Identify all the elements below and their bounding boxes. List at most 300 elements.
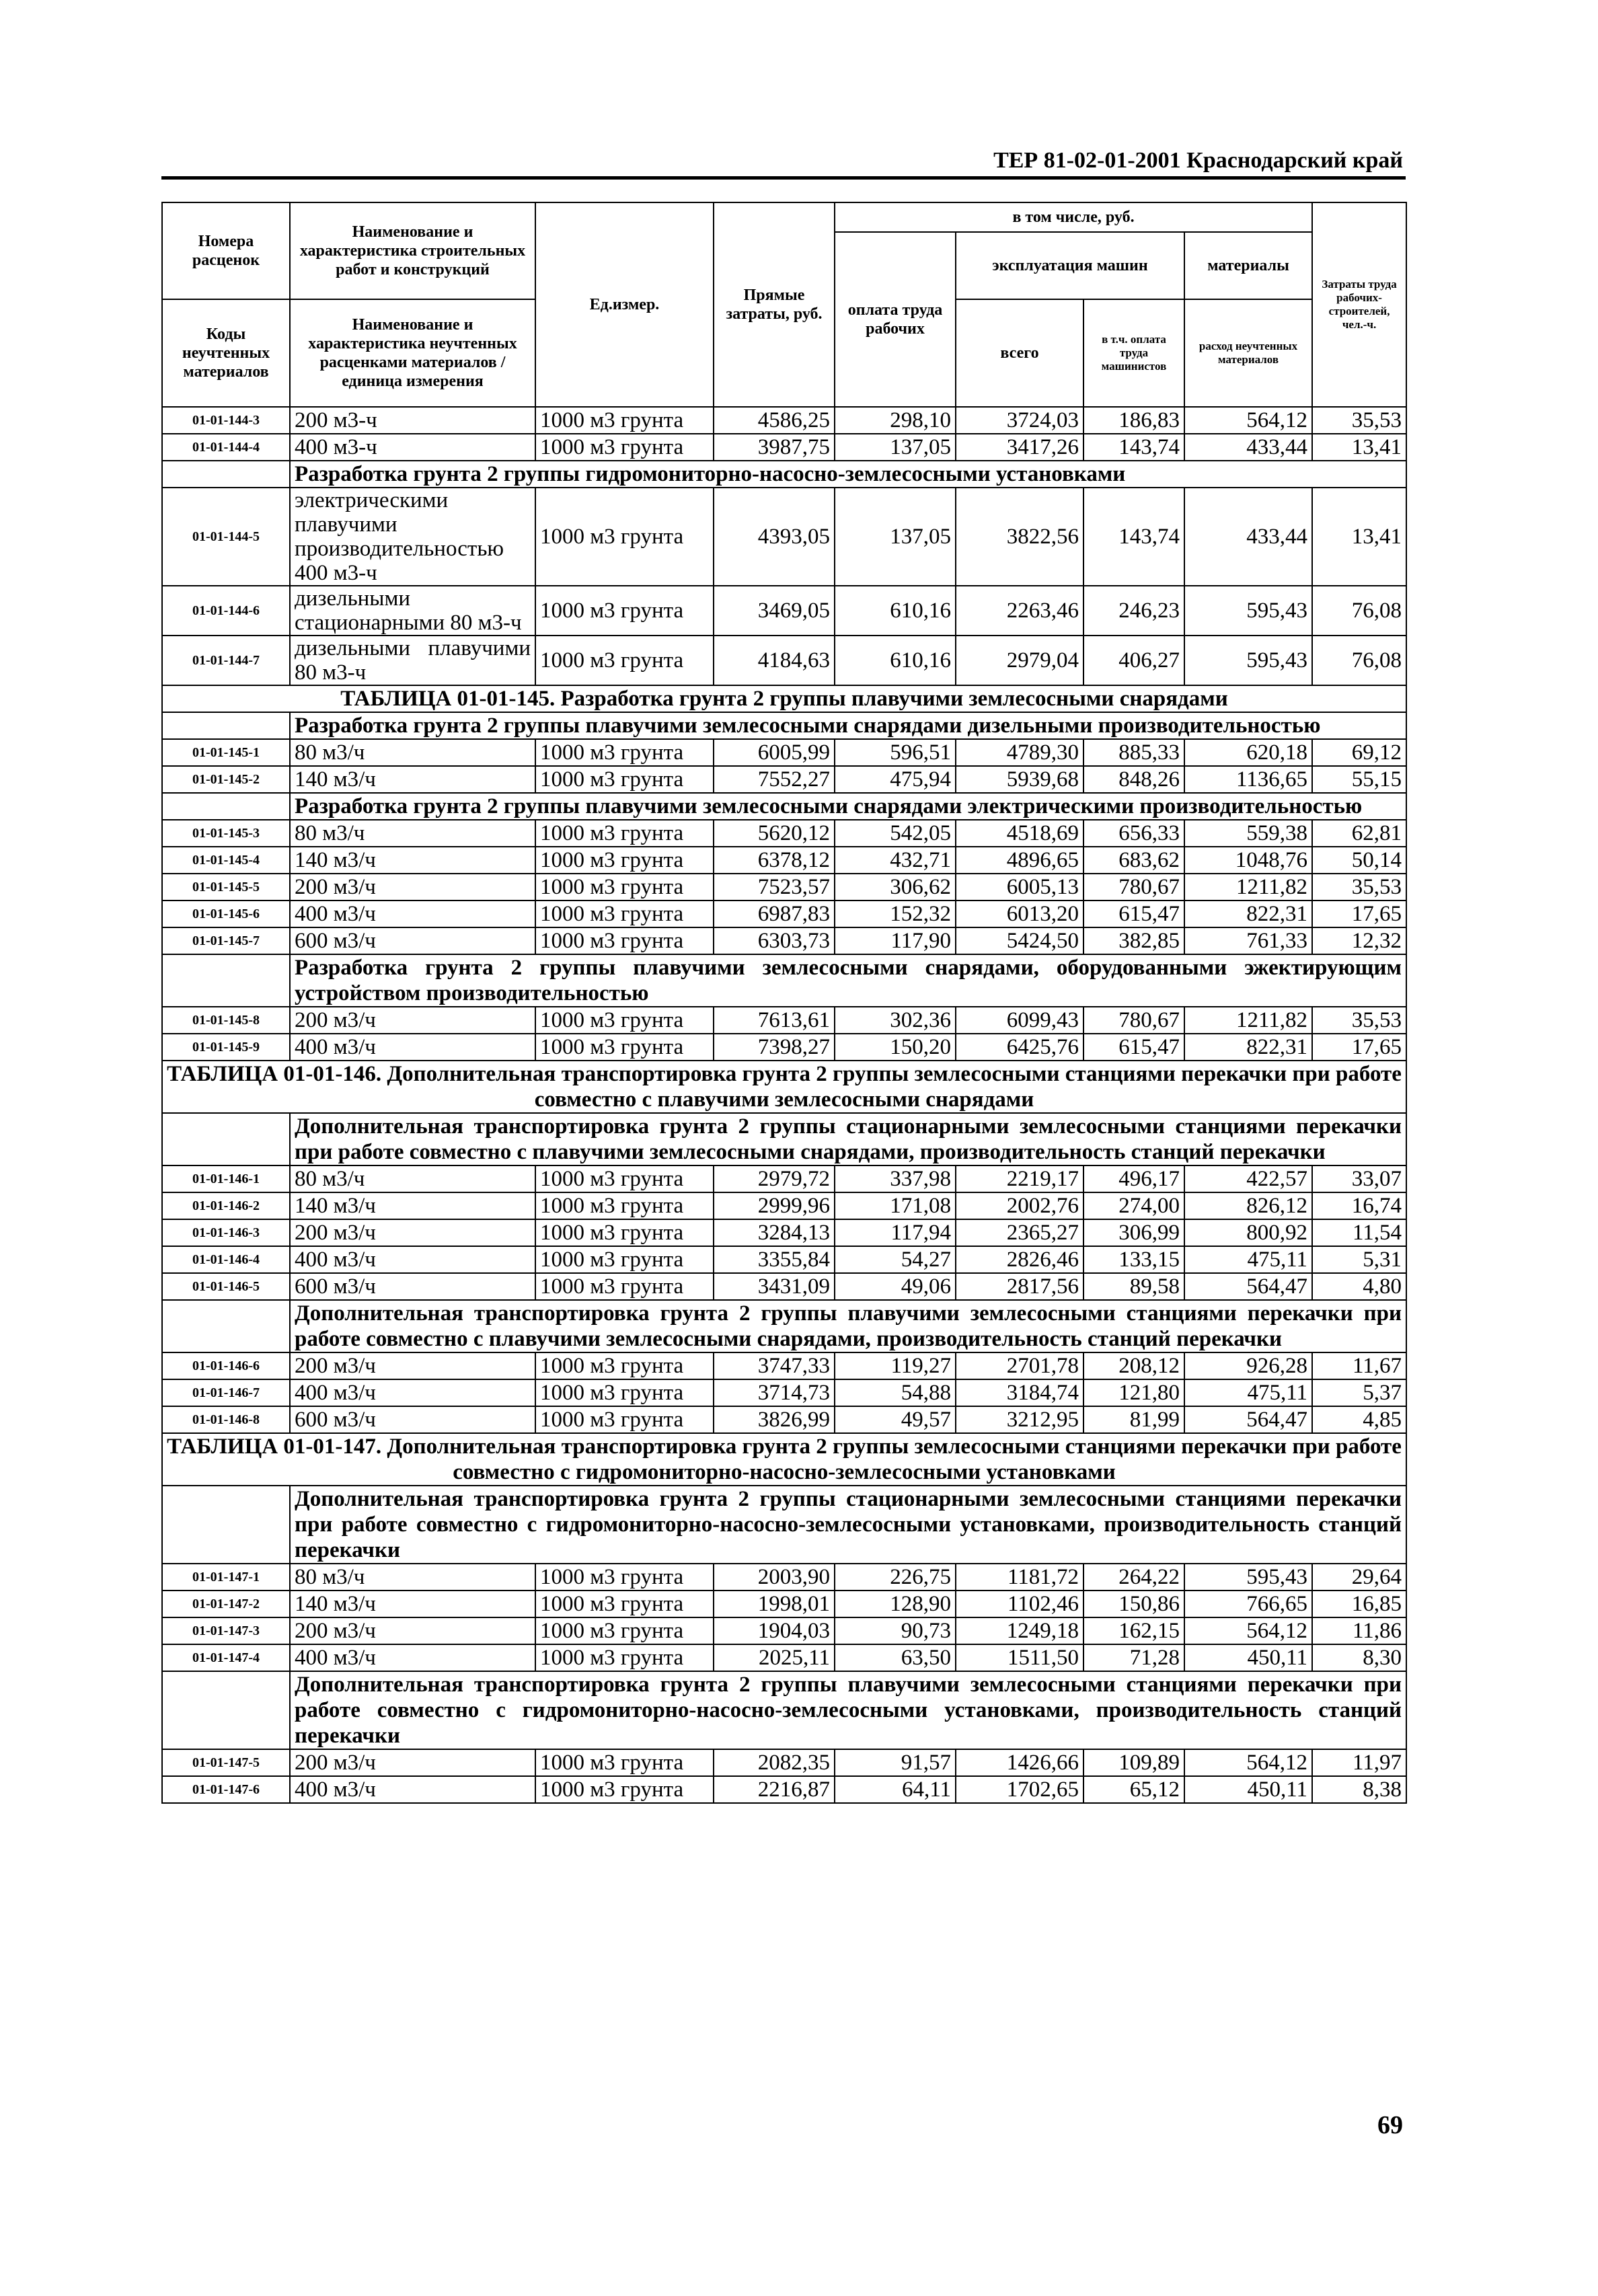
unit-cell: 1000 м3 грунта	[535, 1165, 714, 1192]
labor-hours: 33,07	[1312, 1165, 1406, 1192]
machines-labor: 109,89	[1083, 1749, 1184, 1776]
table-row	[162, 1273, 1406, 1300]
unit-cell: 1000 м3 грунта	[535, 766, 714, 793]
table-caption: Разработка грунта 2 группы плавучими землесосными снарядами	[560, 687, 1228, 711]
direct-cost: 3987,75	[714, 434, 835, 461]
labor-pay: 337,98	[835, 1165, 956, 1192]
labor-hours: 8,30	[1312, 1644, 1406, 1671]
table-row	[162, 434, 1406, 461]
labor-pay: 49,06	[835, 1273, 956, 1300]
machines-labor: 683,62	[1083, 847, 1184, 874]
table-row	[162, 636, 1406, 685]
labor-hours: 69,12	[1312, 739, 1406, 766]
machines-total: 3184,74	[956, 1379, 1083, 1406]
labor-hours: 5,37	[1312, 1379, 1406, 1406]
table-row	[162, 1034, 1406, 1061]
work-name: 200 м3/ч	[290, 1219, 535, 1246]
section-heading: Дополнительная транспортировка грунта 2 группы стационарными землесосными станциями перекачки при работе совместно с плавучими землесосными снарядами, производительность станций перекачки	[290, 1113, 1406, 1165]
unit-cell: 1000 м3 грунта	[535, 1564, 714, 1591]
machines-total: 6099,43	[956, 1007, 1083, 1034]
machines-labor: 615,47	[1083, 901, 1184, 927]
rate-code: 01-01-147-2	[162, 1591, 290, 1617]
machines-total: 4518,69	[956, 820, 1083, 847]
direct-cost: 5620,12	[714, 820, 835, 847]
direct-cost: 7523,57	[714, 874, 835, 901]
running-header: ТЕР 81-02-01-2001 Краснодарский край	[993, 148, 1403, 173]
work-name: 200 м3-ч	[290, 407, 535, 434]
machines-total: 2701,78	[956, 1352, 1083, 1379]
section-row	[162, 1486, 1406, 1564]
unit-cell: 1000 м3 грунта	[535, 1644, 714, 1671]
rate-code: 01-01-146-1	[162, 1165, 290, 1192]
machines-labor: 65,12	[1083, 1776, 1184, 1803]
machines-labor: 496,17	[1083, 1165, 1184, 1192]
machines-labor: 656,33	[1083, 820, 1184, 847]
labor-hours: 35,53	[1312, 1007, 1406, 1034]
labor-pay: 49,57	[835, 1406, 956, 1433]
table-title-row	[162, 1061, 1406, 1113]
labor-pay: 302,36	[835, 1007, 956, 1034]
work-name: 200 м3/ч	[290, 874, 535, 901]
materials-cost: 822,31	[1184, 1034, 1312, 1061]
materials-cost: 1211,82	[1184, 874, 1312, 901]
work-name: 400 м3/ч	[290, 1644, 535, 1671]
materials-cost: 926,28	[1184, 1352, 1312, 1379]
labor-hours: 17,65	[1312, 901, 1406, 927]
direct-cost: 3355,84	[714, 1246, 835, 1273]
section-row	[162, 954, 1406, 1007]
direct-cost: 4586,25	[714, 407, 835, 434]
blank-cell	[162, 954, 290, 1007]
direct-cost: 4184,63	[714, 636, 835, 685]
direct-cost: 1998,01	[714, 1591, 835, 1617]
direct-cost: 2003,90	[714, 1564, 835, 1591]
unit-cell: 1000 м3 грунта	[535, 1749, 714, 1776]
blank-cell	[162, 793, 290, 820]
machines-total: 3822,56	[956, 488, 1083, 586]
labor-hours: 16,85	[1312, 1591, 1406, 1617]
rate-code: 01-01-145-7	[162, 927, 290, 954]
col-labor-cost: Затраты труда рабочих-строителей, чел.-ч.	[1312, 202, 1406, 407]
rate-code: 01-01-145-2	[162, 766, 290, 793]
blank-cell	[162, 1300, 290, 1352]
section-row	[162, 461, 1406, 488]
section-row	[162, 1671, 1406, 1749]
materials-cost: 559,38	[1184, 820, 1312, 847]
materials-cost: 595,43	[1184, 586, 1312, 636]
materials-cost: 450,11	[1184, 1776, 1312, 1803]
machines-total: 1511,50	[956, 1644, 1083, 1671]
labor-pay: 306,62	[835, 874, 956, 901]
machines-labor: 406,27	[1083, 636, 1184, 685]
rate-code: 01-01-145-4	[162, 847, 290, 874]
machines-labor: 615,47	[1083, 1034, 1184, 1061]
unit-cell: 1000 м3 грунта	[535, 1246, 714, 1273]
section-heading: Дополнительная транспортировка грунта 2 группы плавучими землесосными станциями перекачки при работе совместно с плавучими землесосными снарядами, производительность станций перекачки	[290, 1300, 1406, 1352]
direct-cost: 2999,96	[714, 1192, 835, 1219]
materials-cost: 1136,65	[1184, 766, 1312, 793]
machines-labor: 780,67	[1083, 1007, 1184, 1034]
machines-labor: 848,26	[1083, 766, 1184, 793]
direct-cost: 3826,99	[714, 1406, 835, 1433]
machines-total: 2263,46	[956, 586, 1083, 636]
labor-hours: 62,81	[1312, 820, 1406, 847]
direct-cost: 2082,35	[714, 1749, 835, 1776]
labor-hours: 11,86	[1312, 1617, 1406, 1644]
materials-cost: 564,47	[1184, 1273, 1312, 1300]
unit-cell: 1000 м3 грунта	[535, 1379, 714, 1406]
work-name: 200 м3/ч	[290, 1352, 535, 1379]
blank-cell	[162, 1113, 290, 1165]
machines-labor: 143,74	[1083, 434, 1184, 461]
labor-pay: 542,05	[835, 820, 956, 847]
table-row	[162, 488, 1406, 586]
labor-pay: 596,51	[835, 739, 956, 766]
work-name: 400 м3/ч	[290, 1379, 535, 1406]
table-title	[162, 1433, 1406, 1486]
labor-hours: 13,41	[1312, 434, 1406, 461]
direct-cost: 7398,27	[714, 1034, 835, 1061]
table-label: ТАБЛИЦА 01-01-145.	[340, 687, 556, 711]
machines-labor: 264,22	[1083, 1564, 1184, 1591]
rate-code: 01-01-144-5	[162, 488, 290, 586]
materials-cost: 595,43	[1184, 1564, 1312, 1591]
machines-labor: 162,15	[1083, 1617, 1184, 1644]
col-name-top: Наименование и характеристика строительных работ и конструкций	[290, 202, 535, 299]
rate-code: 01-01-144-3	[162, 407, 290, 434]
unit-cell: 1000 м3 грунта	[535, 488, 714, 586]
labor-pay: 150,20	[835, 1034, 956, 1061]
labor-hours: 35,53	[1312, 407, 1406, 434]
direct-cost: 4393,05	[714, 488, 835, 586]
materials-cost: 822,31	[1184, 901, 1312, 927]
labor-pay: 54,88	[835, 1379, 956, 1406]
machines-labor: 89,58	[1083, 1273, 1184, 1300]
work-name: 140 м3/ч	[290, 847, 535, 874]
labor-pay: 432,71	[835, 847, 956, 874]
materials-cost: 564,47	[1184, 1406, 1312, 1433]
direct-cost: 6378,12	[714, 847, 835, 874]
unit-cell: 1000 м3 грунта	[535, 1219, 714, 1246]
table-row	[162, 1564, 1406, 1591]
labor-pay: 54,27	[835, 1246, 956, 1273]
blank-cell	[162, 1671, 290, 1749]
unit-cell: 1000 м3 грунта	[535, 1034, 714, 1061]
machines-total: 1426,66	[956, 1749, 1083, 1776]
direct-cost: 2216,87	[714, 1776, 835, 1803]
table-row	[162, 1617, 1406, 1644]
labor-pay: 152,32	[835, 901, 956, 927]
work-name: 400 м3/ч	[290, 1776, 535, 1803]
rate-code: 01-01-145-9	[162, 1034, 290, 1061]
work-name: дизельными плавучими 80 м3-ч	[290, 636, 535, 685]
machines-total: 4789,30	[956, 739, 1083, 766]
table-row	[162, 1219, 1406, 1246]
machines-labor: 780,67	[1083, 874, 1184, 901]
table-label: ТАБЛИЦА 01-01-147.	[167, 1434, 382, 1459]
machines-total: 2365,27	[956, 1219, 1083, 1246]
page-number: 69	[1377, 2111, 1403, 2139]
unit-cell: 1000 м3 грунта	[535, 407, 714, 434]
blank-cell	[162, 712, 290, 739]
work-name: 80 м3/ч	[290, 1165, 535, 1192]
machines-total: 1102,46	[956, 1591, 1083, 1617]
rate-code: 01-01-146-7	[162, 1379, 290, 1406]
rate-code: 01-01-146-4	[162, 1246, 290, 1273]
unit-cell: 1000 м3 грунта	[535, 1776, 714, 1803]
labor-hours: 35,53	[1312, 874, 1406, 901]
work-name: 400 м3/ч	[290, 1034, 535, 1061]
work-name: 80 м3/ч	[290, 1564, 535, 1591]
table-title	[162, 1061, 1406, 1113]
work-name: 80 м3/ч	[290, 820, 535, 847]
direct-cost: 6987,83	[714, 901, 835, 927]
header-rule	[161, 176, 1406, 180]
work-name: 400 м3-ч	[290, 434, 535, 461]
machines-total: 1702,65	[956, 1776, 1083, 1803]
materials-cost: 422,57	[1184, 1165, 1312, 1192]
labor-hours: 4,80	[1312, 1273, 1406, 1300]
materials-cost: 564,12	[1184, 407, 1312, 434]
machines-total: 2002,76	[956, 1192, 1083, 1219]
col-unit: Ед.измер.	[535, 202, 714, 407]
table-row	[162, 1644, 1406, 1671]
machines-labor: 133,15	[1083, 1246, 1184, 1273]
labor-pay: 171,08	[835, 1192, 956, 1219]
blank-cell	[162, 1486, 290, 1564]
machines-total: 3417,26	[956, 434, 1083, 461]
unit-cell: 1000 м3 грунта	[535, 901, 714, 927]
labor-pay: 128,90	[835, 1591, 956, 1617]
materials-cost: 761,33	[1184, 927, 1312, 954]
labor-hours: 12,32	[1312, 927, 1406, 954]
section-heading: Разработка грунта 2 группы плавучими землесосными снарядами электрическими производительностью	[290, 793, 1406, 820]
machines-labor: 274,00	[1083, 1192, 1184, 1219]
labor-pay: 610,16	[835, 636, 956, 685]
rate-code: 01-01-145-8	[162, 1007, 290, 1034]
labor-pay: 137,05	[835, 488, 956, 586]
col-machines-total: всего	[956, 299, 1083, 407]
table-row	[162, 1406, 1406, 1433]
table-row	[162, 586, 1406, 636]
table-caption: Дополнительная транспортировка грунта 2 группы землесосными станциями перекачки при работе совместно с гидромониторно-насосно-землесосными установками	[387, 1434, 1402, 1484]
machines-total: 6425,76	[956, 1034, 1083, 1061]
table-row	[162, 901, 1406, 927]
section-heading: Дополнительная транспортировка грунта 2 группы стационарными землесосными станциями перекачки при работе совместно с гидромониторно-насосно-землесосными установками, производительность станций перекачки	[290, 1486, 1406, 1564]
machines-labor: 208,12	[1083, 1352, 1184, 1379]
machines-total: 1249,18	[956, 1617, 1083, 1644]
rate-code: 01-01-146-8	[162, 1406, 290, 1433]
machines-labor: 121,80	[1083, 1379, 1184, 1406]
section-heading: Разработка грунта 2 группы плавучими землесосными снарядами дизельными производительностью	[290, 712, 1406, 739]
unit-cell: 1000 м3 грунта	[535, 820, 714, 847]
labor-pay: 119,27	[835, 1352, 956, 1379]
machines-labor: 186,83	[1083, 407, 1184, 434]
blank-cell	[162, 461, 290, 488]
unit-cell: 1000 м3 грунта	[535, 1406, 714, 1433]
unit-cell: 1000 м3 грунта	[535, 636, 714, 685]
unit-cell: 1000 м3 грунта	[535, 874, 714, 901]
rate-code: 01-01-145-6	[162, 901, 290, 927]
col-name-bottom: Наименование и характеристика неучтенных расценками материалов / единица измерения	[290, 299, 535, 407]
labor-pay: 137,05	[835, 434, 956, 461]
col-labor-pay: оплата труда рабочих	[835, 232, 956, 407]
labor-hours: 16,74	[1312, 1192, 1406, 1219]
rate-code: 01-01-147-4	[162, 1644, 290, 1671]
unit-cell: 1000 м3 грунта	[535, 1273, 714, 1300]
direct-cost: 3469,05	[714, 586, 835, 636]
direct-cost: 2025,11	[714, 1644, 835, 1671]
machines-total: 3724,03	[956, 407, 1083, 434]
machines-total: 1181,72	[956, 1564, 1083, 1591]
section-heading: Разработка грунта 2 группы гидромониторно-насосно-землесосными установками	[290, 461, 1406, 488]
rate-code: 01-01-144-6	[162, 586, 290, 636]
table-title	[162, 685, 1406, 712]
table-row	[162, 407, 1406, 434]
unit-cell: 1000 м3 грунта	[535, 739, 714, 766]
direct-cost: 7552,27	[714, 766, 835, 793]
machines-total: 3212,95	[956, 1406, 1083, 1433]
rate-code: 01-01-147-5	[162, 1749, 290, 1776]
labor-hours: 17,65	[1312, 1034, 1406, 1061]
table-title-row	[162, 685, 1406, 712]
rate-code: 01-01-145-5	[162, 874, 290, 901]
table-row	[162, 1192, 1406, 1219]
rate-code: 01-01-147-1	[162, 1564, 290, 1591]
col-materials-sub: расход неучтенных материалов	[1184, 299, 1312, 407]
materials-cost: 475,11	[1184, 1379, 1312, 1406]
machines-total: 2979,04	[956, 636, 1083, 685]
labor-hours: 11,97	[1312, 1749, 1406, 1776]
work-name: 140 м3/ч	[290, 1192, 535, 1219]
work-name: 400 м3/ч	[290, 1246, 535, 1273]
section-row	[162, 1300, 1406, 1352]
machines-labor: 143,74	[1083, 488, 1184, 586]
section-row	[162, 793, 1406, 820]
machines-total: 6005,13	[956, 874, 1083, 901]
materials-cost: 800,92	[1184, 1219, 1312, 1246]
labor-hours: 55,15	[1312, 766, 1406, 793]
unit-cell: 1000 м3 грунта	[535, 1617, 714, 1644]
direct-cost: 1904,03	[714, 1617, 835, 1644]
labor-hours: 5,31	[1312, 1246, 1406, 1273]
machines-labor: 246,23	[1083, 586, 1184, 636]
rate-code: 01-01-146-5	[162, 1273, 290, 1300]
labor-pay: 91,57	[835, 1749, 956, 1776]
direct-cost: 3714,73	[714, 1379, 835, 1406]
labor-pay: 64,11	[835, 1776, 956, 1803]
machines-labor: 71,28	[1083, 1644, 1184, 1671]
work-name: 600 м3/ч	[290, 1273, 535, 1300]
section-heading: Разработка грунта 2 группы плавучими землесосными снарядами, оборудованными эжектирующим устройством производительностью	[290, 954, 1406, 1007]
table-row	[162, 1165, 1406, 1192]
unit-cell: 1000 м3 грунта	[535, 434, 714, 461]
unit-cell: 1000 м3 грунта	[535, 1192, 714, 1219]
col-incl: в том числе, руб.	[835, 202, 1312, 232]
labor-pay: 63,50	[835, 1644, 956, 1671]
labor-pay: 475,94	[835, 766, 956, 793]
labor-hours: 11,54	[1312, 1219, 1406, 1246]
direct-cost: 3284,13	[714, 1219, 835, 1246]
rate-code: 01-01-147-6	[162, 1776, 290, 1803]
materials-cost: 433,44	[1184, 434, 1312, 461]
labor-pay: 298,10	[835, 407, 956, 434]
table-row	[162, 1007, 1406, 1034]
direct-cost: 6303,73	[714, 927, 835, 954]
table-header	[162, 202, 1406, 407]
table-row	[162, 739, 1406, 766]
rate-code: 01-01-144-4	[162, 434, 290, 461]
table-label: ТАБЛИЦА 01-01-146.	[167, 1062, 382, 1086]
work-name: 140 м3/ч	[290, 766, 535, 793]
rate-code: 01-01-146-6	[162, 1352, 290, 1379]
table-row	[162, 820, 1406, 847]
rates-table	[161, 202, 1407, 1804]
machines-labor: 885,33	[1083, 739, 1184, 766]
labor-hours: 11,67	[1312, 1352, 1406, 1379]
materials-cost: 620,18	[1184, 739, 1312, 766]
machines-total: 4896,65	[956, 847, 1083, 874]
labor-hours: 13,41	[1312, 488, 1406, 586]
machines-total: 2826,46	[956, 1246, 1083, 1273]
unit-cell: 1000 м3 грунта	[535, 927, 714, 954]
materials-cost: 826,12	[1184, 1192, 1312, 1219]
work-name: 600 м3/ч	[290, 1406, 535, 1433]
work-name: 200 м3/ч	[290, 1617, 535, 1644]
labor-pay: 226,75	[835, 1564, 956, 1591]
table-title-row	[162, 1433, 1406, 1486]
direct-cost: 2979,72	[714, 1165, 835, 1192]
machines-labor: 306,99	[1083, 1219, 1184, 1246]
labor-pay: 610,16	[835, 586, 956, 636]
machines-total: 5424,50	[956, 927, 1083, 954]
table-row	[162, 1246, 1406, 1273]
table-row	[162, 1749, 1406, 1776]
rate-code: 01-01-146-2	[162, 1192, 290, 1219]
materials-cost: 1211,82	[1184, 1007, 1312, 1034]
machines-total: 2219,17	[956, 1165, 1083, 1192]
materials-cost: 475,11	[1184, 1246, 1312, 1273]
work-name: 200 м3/ч	[290, 1749, 535, 1776]
rate-code: 01-01-146-3	[162, 1219, 290, 1246]
unit-cell: 1000 м3 грунта	[535, 586, 714, 636]
work-name: 140 м3/ч	[290, 1591, 535, 1617]
unit-cell: 1000 м3 грунта	[535, 1007, 714, 1034]
work-name: 80 м3/ч	[290, 739, 535, 766]
table-row	[162, 1591, 1406, 1617]
machines-total: 5939,68	[956, 766, 1083, 793]
machines-total: 2817,56	[956, 1273, 1083, 1300]
materials-cost: 433,44	[1184, 488, 1312, 586]
materials-cost: 766,65	[1184, 1591, 1312, 1617]
section-row	[162, 1113, 1406, 1165]
machines-labor: 81,99	[1083, 1406, 1184, 1433]
work-name: электрическими плавучими производительностью 400 м3-ч	[290, 488, 535, 586]
col-machines-labor: в т.ч. оплата труда машинистов	[1083, 299, 1184, 407]
table-row	[162, 766, 1406, 793]
col-code-bottom: Коды неучтенных материалов	[162, 299, 290, 407]
materials-cost: 564,12	[1184, 1617, 1312, 1644]
labor-hours: 8,38	[1312, 1776, 1406, 1803]
rate-code: 01-01-147-3	[162, 1617, 290, 1644]
machines-labor: 150,86	[1083, 1591, 1184, 1617]
labor-pay: 117,90	[835, 927, 956, 954]
rate-code: 01-01-145-3	[162, 820, 290, 847]
labor-pay: 117,94	[835, 1219, 956, 1246]
col-materials: материалы	[1184, 232, 1312, 299]
table-row	[162, 927, 1406, 954]
table-row	[162, 1379, 1406, 1406]
